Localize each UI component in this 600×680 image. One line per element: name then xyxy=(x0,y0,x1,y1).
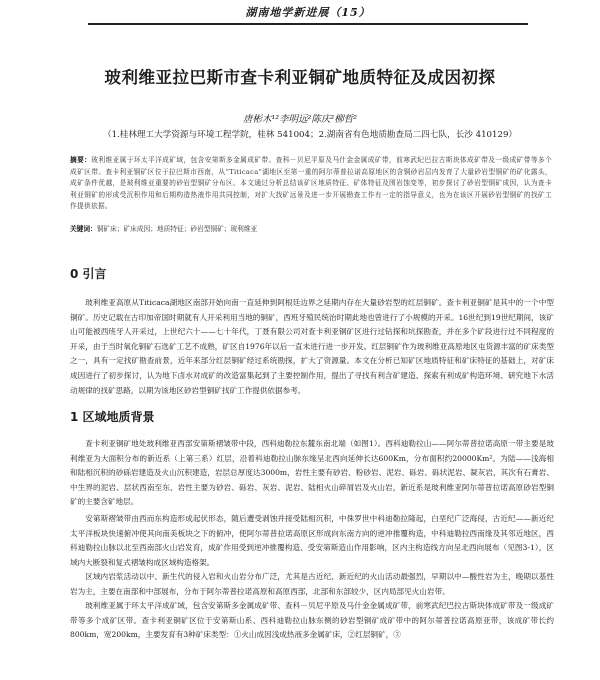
regional-geology-paragraph: 查卡利亚铜矿地处玻利维亚西部安第斯褶皱带中段，西科迪勒拉东麓东南北端（如图1）。西科迪勒拉山——阿尔蒂普拉诺高原一带主要是玻利维亚为大面积分布的新近系（上第三系）红层，沿着科迪勒拉山脉东缘呈北西向延伸长达600Km，分布面积约20000Km²。为陆——浅海相和陆相沉积的砂砾岩建造及火山沉积建造，岩层总厚度达3000m，岩性主要有砂岩、粉砂岩、泥岩、砾岩、砾状泥岩、凝灰岩，其次有石膏岩、中生界的泥岩、层状西南至东、岩性主要为砂岩、砾岩、灰岩、泥岩、陆相火山碎屑岩及火山岩，新近系是玻利维亚阿尔蒂普拉诺高原砂岩型铜矿的主要含矿地层。 xyxy=(70,439,554,507)
running-header: 湖南地学新进展（15） xyxy=(88,3,528,25)
keywords-text: 铜矿床；矿床成因；地质特征；砂岩型铜矿；玻利维亚 xyxy=(96,225,258,233)
paper-title: 玻利维亚拉巴斯市查卡利亚铜矿地质特征及成因初探 xyxy=(104,68,496,87)
author-affiliation: （1.桂林理工大学资源与环境工程学院，桂林 541004；2.湖南省有色地质勘查局二四七队，长沙 410129） xyxy=(102,130,518,140)
regional-geology-paragraph: 区域内岩浆活动以中、新生代的侵入岩和火山岩分布广泛，尤其是古近纪、新近纪的火山活动最强烈，早期以中—酸性岩为主，晚期以基性岩为主，主要在南部和中部展布，分布于阿尔蒂普拉诺高原和高原西部，北部和东部较少，区内局部见火山岩带。 xyxy=(70,572,554,596)
section-heading-regional-geology: 1 区域地质背景 xyxy=(70,410,155,424)
abstract xyxy=(70,155,552,213)
author-list: 唐彬木¹²李明远²陈庆²柳哲² xyxy=(242,114,358,125)
keywords-label: 关键词： xyxy=(70,225,97,233)
section-heading-introduction: 0 引言 xyxy=(70,267,107,281)
abstract-text: 玻利维亚属于环太平洋成矿域，包含安第斯多金属成矿带。查科－贝尼平原及马什金金属成矿带，前寒武纪巴拉古斯块体成矿带及一级成矿带等多个成矿区带。查卡利亚铜矿区位于拉巴斯市西南，从“Titicaca”湖地区至第一重的阿尔蒂普拉诺高原地区的含铜砂岩层内发育了大量砂岩型铜矿的矿化露头，成矿条件优越，是玻利维亚重要的砂岩型铜矿分布区。本文通过分析总结该矿区地质特征、矿体特征及围岩蚀变等，初步探讨了砂岩型铜矿成因，认为查卡利亚铜矿的形成受沉积作用和后期构造热液作用共同控制，对扩大找矿远景及进一步开展勘查工作有一定的指导意义，也为在该区开展砂岩型铜矿的找矿工作提供依据。 xyxy=(70,156,552,210)
regional-geology-paragraph: 玻利维亚属于环太平洋成矿域，包含安第斯多金属成矿带、查科－贝尼平原及马什金金属成矿带，前寒武纪巴拉古斯块体成矿带及一级成矿带等多个成矿区带。查卡利亚铜矿区位于安第斯山系、西科迪勒拉山脉东侧的砂岩型铜矿成矿带中的阿尔蒂普拉诺高原亚带，该成矿带长约800km，宽200km，主要发育有3种矿床类型：①火山成因浅成热液多金属矿床，②红层铜矿，③ xyxy=(70,601,554,640)
keywords xyxy=(70,224,552,235)
introduction-paragraph: 玻利维亚高原从Titicaca湖地区南部开始向南一直延伸到阿根廷边界之延期内存在大量砂岩型的红层铜矿。查卡利亚铜矿是其中的一个中型铜矿。历史记载在古印加帝国时期就有人开采利用当地的铜矿，西班牙殖民统治时期此地也曾进行了小规模的开采。16世纪到19世纪期间，该矿山可能被西班牙人开采过，上世纪六十——七十年代，丁聂有限公司对查卡利亚铜矿区进行过钻探和坑探勘查，并在多个矿段进行过不同程度的开采，由于当时氧化铜矿石选矿工艺不成熟，矿区自1976年以后一直未进行进一步开发。红层铜矿作为玻利维亚高原地区屯货源丰富的矿床类型之一，具有一定找矿勘查前景，近年来部分红层铜矿经过系统勘探，扩大了资源量。本文在分析已知矿区地质特征和矿床特征的基础上，对矿床成因进行了初步探讨，认为地下卤水对成矿的改造富集起到了主要控制作用，提出了寻找有利含矿建造、探索有利成矿构造环境、研究地下水活动规律的找矿思路，以期为该地区砂岩型铜矿找矿工作提供依据参考。 xyxy=(70,298,554,395)
abstract-label: 摘要： xyxy=(70,156,92,164)
regional-geology-paragraph: 安第斯褶皱带由西而东构造形成起伏形态，随后遭受剥蚀并接受陆相沉积，中侏罗世中科迪勒拉隆起，白垩纪广泛海侵，古近纪——新近纪太平洋板块快速俯冲使其向南美板块之下的俯冲，使阿尔蒂普拉诺高原区形成向东南方向的逆冲推覆构造，中科迪勒拉西南缘及其邻近地区，西科迪勒拉山脉以北至西南部火山岩发育，成矿作用受到逆冲推覆构造、受安第斯造山作用影响，区内主构造线方向呈北西向展布（见图3-1），区域内大断裂和复式褶皱构成区域构造格架。 xyxy=(70,514,554,567)
